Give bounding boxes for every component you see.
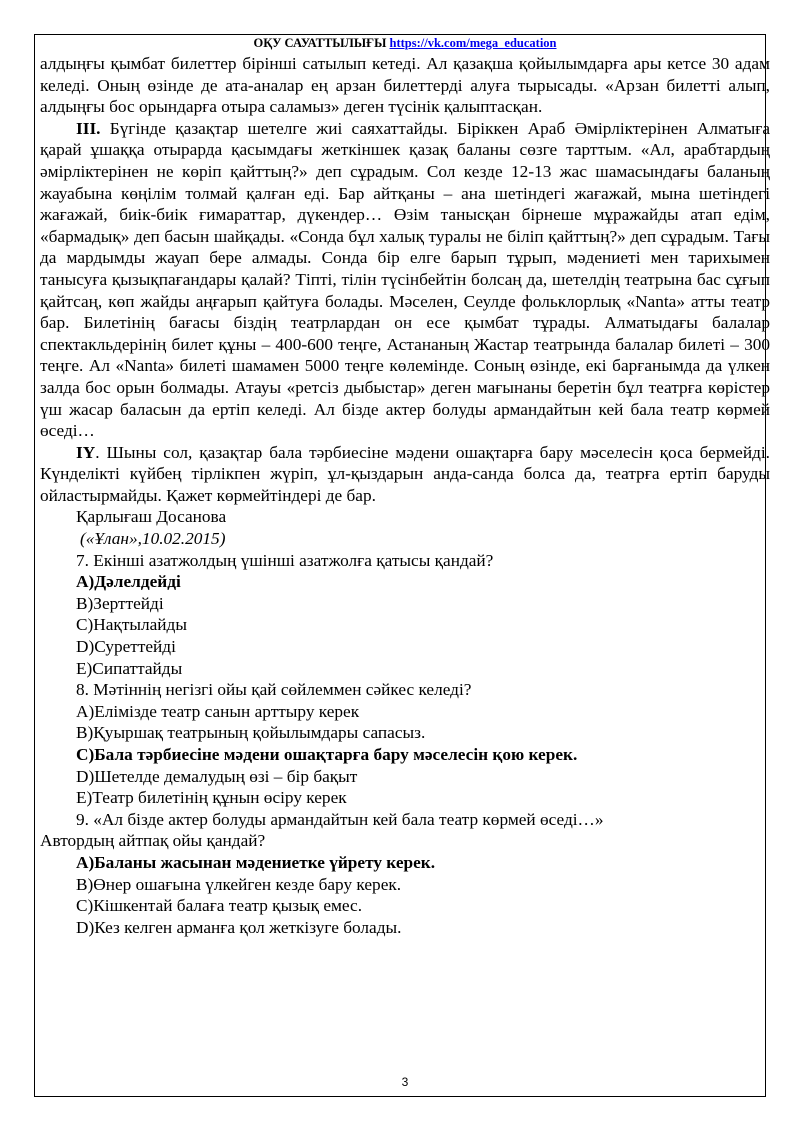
option-7a: A)Дәлелдейді [76, 572, 181, 592]
option-7d: D)Суреттейді [76, 637, 176, 657]
paragraph-number: ІІІ. [76, 118, 101, 138]
option-8c: C)Бала тәрбиесіне мәдени ошақтарға бару мәселесін қою керек. [76, 745, 578, 764]
author: Қарлығаш Досанова [76, 507, 227, 527]
option-9b: B)Өнер ошағына үлкейген кезде бару керек. [76, 874, 402, 894]
option-9c: C)Кішкентай балаға театр қызық емес. [76, 896, 363, 916]
source: («Ұлан»,10.02.2015) [80, 529, 226, 549]
paragraph-text: . Шыны сол, қазақтар бала тәрбиесіне мәдени ошақтарға бару мәселесін қоса бермейді. Күнделікті күйбең тірлікпен жүріп, ұл-қыздарын анда-санда болса да, театрға ертіп баруды ойластырмайды. Қажет көрмейтіндері де бар. [40, 442, 770, 505]
option-7b: B)Зерттейді [76, 593, 164, 613]
document-page [40, 36, 770, 1089]
question-8: 8. Мәтіннің негізгі ойы қай сөйлеммен сәйкес келеді? [76, 680, 472, 700]
option-8a: A)Елімізде театр санын арттыру керек [76, 701, 360, 721]
option-7e: E)Сипаттайды [76, 658, 183, 678]
page-header [40, 36, 770, 51]
option-8d: D)Шетелде демалудың өзі – бір бақыт [76, 766, 358, 786]
paragraph-text: Бүгінде қазақтар шетелге жиі саяхаттайды. Біріккен Араб Әмірліктерінен Алматыға қарай ұшаққа отырарда қасымдағы жеткіншек қазақ баланы сөзге тарттым. «Ал, арабтардың әмірліктерінен не көріп қайттың?» деп сұрадым. Сол кезде 12-13 жас шамасындағы баланың жауабына көңілім толмай қалған еді. Бар айтқаны – ана шетіндегі жағажай, мына шетіндегі жағажай, биік-биік ғимараттар, дүкендер… Өзім танысқан бірнеше мұражайды атап едім, «бармадық» деп басын шайқады. «Сонда бұл халық туралы не біліп қайттың?» деп сұрадым. Тағы да мардымды жауап бере алмады. Сонда бір елге барып тұрып, мәдениеті мен тарихымен танысуға қызықпағандары қалай? Тіпті, тілін түсінбейтін болсаң да, шетелдің театрына бас сұғып қайтсаң, көп жайды аңғарып қайтуға болады. Мәселен, Сеулде фольклорлық «Nanta» атты театр бар. Билетінің бағасы біздің театрлардан он есе қымбат тұрады. Алматыдағы балалар спектакльдерінің билет құны – 400-600 теңге, Астананың Жастар театрында балалар билеті – 300 теңге. Ал «Nanta» билеті шамамен 5000 теңге көлемінде. Соның өзінде, екі барғанымда да үлкен залда бос орын болмады. Атауы «ретсіз дыбыстар» деген мағынаны беретін бұл театрға көрістер үш жасар баласын да ертіп келеді. Ал бізде актер болуды армандайтын кей бала театр көрмей өседі… [40, 118, 770, 441]
page-number: 3 [401, 1075, 409, 1089]
question-7: 7. Екінші азатжолдың үшінші азатжолға қатысы қандай? [76, 550, 494, 570]
paragraph-4 [40, 442, 770, 507]
option-9a: A)Баланы жасынан мәдениетке үйрету керек. [76, 852, 436, 872]
option-8b: B)Қуыршақ театрының қойылымдары сапасыз. [76, 723, 426, 743]
option-9d: D)Кез келген арманға қол жеткізуге болады. [76, 917, 402, 937]
header-title: ОҚУ САУАТТЫЛЫҒЫ [253, 36, 387, 50]
question-9: 9. «Ал бізде актер болуды армандайтын кей бала театр көрмей өседі…» [76, 809, 604, 829]
paragraph-continuation: алдыңғы қымбат билеттер бірінші сатылып кетеді. Ал қазақша қойылымдарға ары кетсе 30 адам келеді. Оның өзінде де ата-аналар ең арзан билеттерді алуға тырысады. «Арзан билетті алып, алдыңғы бос орындарға отыра саламыз» деген түсінік қалыптасқан. [40, 54, 770, 117]
option-8e: E)Театр билетінің құнын өсіру керек [76, 788, 347, 808]
paragraph-number: ІY [76, 442, 96, 462]
header-link[interactable]: https://vk.com/mega_education [389, 36, 557, 50]
question-9-continuation: Автордың айтпақ ойы қандай? [40, 831, 266, 851]
paragraph-3 [40, 118, 770, 442]
option-7c: C)Нақтылайды [76, 615, 187, 635]
